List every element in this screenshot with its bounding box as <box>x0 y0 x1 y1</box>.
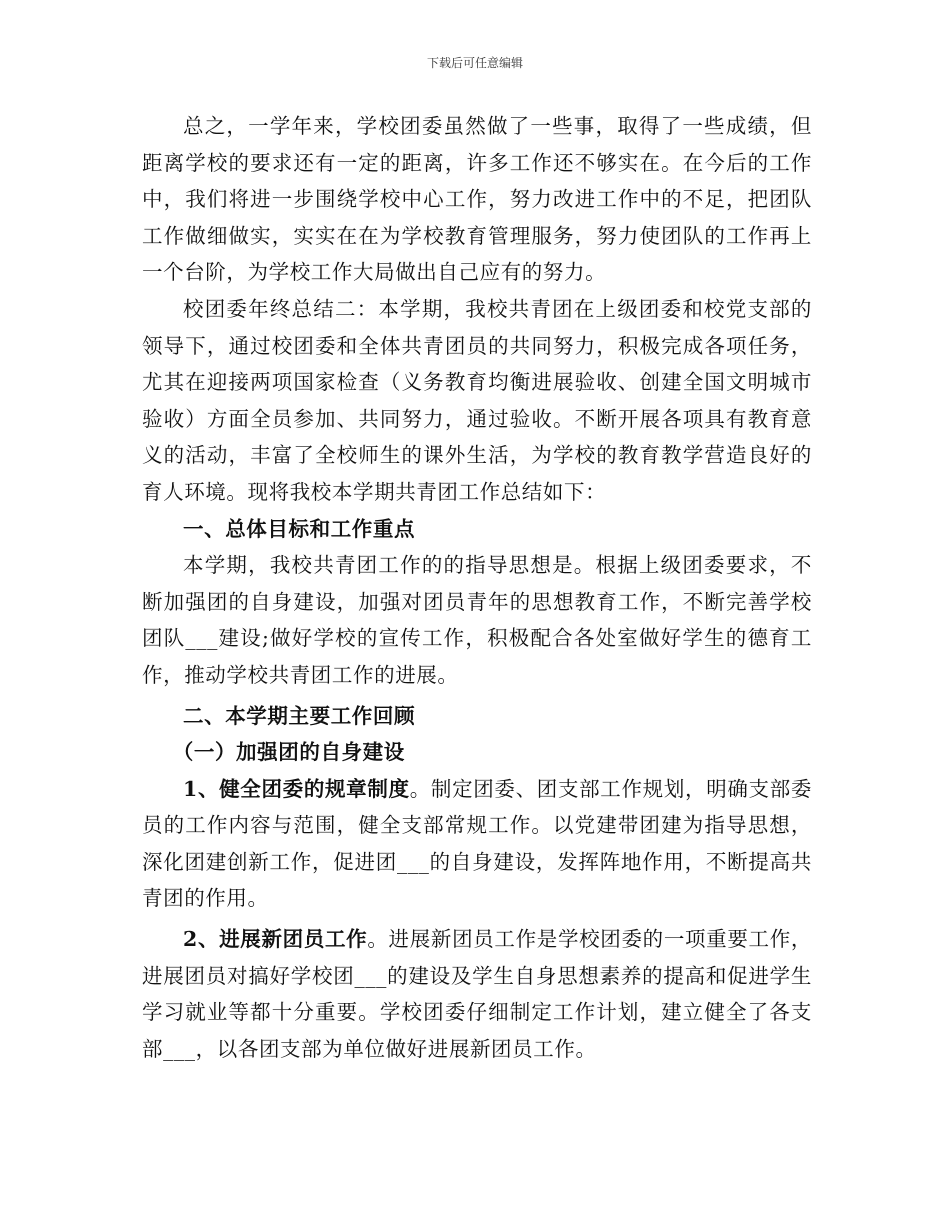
list-item-new-members <box>142 921 812 1067</box>
list-item-rules <box>142 771 812 917</box>
paragraph-guiding-thought: 本学期，我校共青团工作的的指导思想是。根据上级团委要求，不断加强团的自身建设，加强对团员青年的思想教育工作，不断完善学校团队___建设;做好学校的宣传工作，积极配合各处室做好学生的德育工作，推动学校共青团工作的进展。 <box>142 553 812 687</box>
list-item-new-members-lead: 2、进展新团员工作 <box>183 927 368 952</box>
document-body <box>142 108 812 1067</box>
paragraph-year-end-summary-two: 校团委年终总结二：本学期，我校共青团在上级团委和校党支部的领导下，通过校团委和全体共青团员的共同努力，积极完成各项任务，尤其在迎接两项国家检查（义务教育均衡进展验收、创建全国文明城市验收）方面全员参加、共同努力，通过验收。不断开展各项具有教育意义的活动，丰富了全校师生的课外生活，为学校的教育教学营造良好的育人环境。现将我校本学期共青团工作总结如下： <box>142 296 812 504</box>
paragraph-summary: 总之，一学年来，学校团委虽然做了一些事，取得了一些成绩，但距离学校的要求还有一定的距离，许多工作还不够实在。在今后的工作中，我们将进一步围绕学校中心工作，努力改进工作中的不足，把团队工作做细做实，实实在在为学校教育管理服务，努力使团队的工作再上一个台阶，为学校工作大局做出自己应有的努力。 <box>142 114 812 285</box>
section-heading-review: 二、本学期主要工作回顾 <box>183 703 416 728</box>
list-item-new-members-text: 。进展新团员工作是学校团委的一项重要工作，进展团员对搞好学校团___的建设及学生自身思想素养的提高和促进学生学习就业等都十分重要。学校团委仔细制定工作计划，建立健全了各支部___，以各团支部为单位做好进展新团员工作。 <box>142 927 812 1061</box>
list-item-rules-lead: 1、健全团委的规章制度 <box>183 776 410 801</box>
page-header-note: 下载后可任意编辑 <box>426 56 523 70</box>
subsection-heading-self-building: （一）加强团的自身建设 <box>172 740 405 765</box>
list-item-rules-text: 。制定团委、团支部工作规划，明确支部委员的工作内容与范围，健全支部常规工作。以党建带团建为指导思想，深化团建创新工作，促进团___的自身建设，发挥阵地作用，不断提高共青团的作用。 <box>142 776 812 911</box>
section-heading-goals: 一、总体目标和工作重点 <box>183 516 416 541</box>
